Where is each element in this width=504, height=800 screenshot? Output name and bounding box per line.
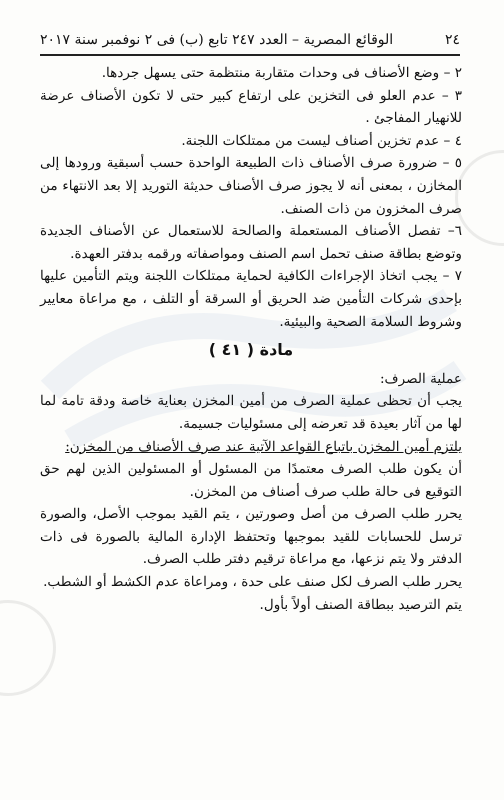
- paragraph-item-7: ٧ – يجب اتخاذ الإجراءات الكافية لحماية ممتلكات اللجنة ويتم التأمين عليها بإحدى شركات التأمين ضد الحريق أو السرقة أو التلف ، مع مراعاة معايير وشروط السلامة الصحية والبيئية.: [40, 268, 462, 330]
- header-rule: [40, 54, 460, 56]
- header-title: الوقائع المصرية – العدد ٢٤٧ تابع (ب) فى ٢ نوفمبر سنة ٢٠١٧: [40, 32, 394, 48]
- rule-item: أن يكون طلب الصرف معتمدًا من المسئول أو المسئولين الذين لهم حق التوقيع فى حالة طلب صرف أصناف من المخزن.: [40, 461, 462, 500]
- rules-heading: يلتزم أمين المخزن باتباع القواعد الآتية عند صرف الأصناف من المخزن:: [65, 438, 462, 455]
- paragraph-item-6: ٦– تفصل الأصناف المستعملة والصالحة للاستعمال عن الأصناف الجديدة وتوضع بطاقة صنف تحمل اسم الصنف ومواصفاته ورقمه بدفتر العهدة.: [40, 223, 462, 262]
- paragraph-item-2: ٢ – وضع الأصناف فى وحدات متقاربة منتظمة حتى يسهل جردها.: [101, 65, 462, 81]
- page-header: [40, 29, 460, 51]
- paragraph-item-4: ٤ – عدم تخزين أصناف ليست من ممتلكات اللجنة.: [181, 132, 462, 149]
- rule-item: يحرر طلب الصرف لكل صنف على حدة ، ومراعاة عدم الكشط أو الشطب.: [43, 574, 462, 591]
- section-label: عملية الصرف:: [379, 370, 462, 387]
- article-heading: مادة ( ٤١ ): [208, 340, 294, 360]
- rule-item: يتم الترصيد ببطاقة الصنف أولاً بأول.: [259, 596, 462, 613]
- seal-mark-right: [455, 150, 504, 246]
- section-paragraph: يجب أن تحظى عملية الصرف من أمين المخزن بعناية خاصة ودقة تامة لما لها من آثار بعيدة قد تعرضه إلى مسئوليات جسيمة.: [40, 393, 462, 432]
- page-number: ٢٤: [444, 32, 460, 48]
- rule-item: يحرر طلب الصرف من أصل وصورتين ، يتم القيد بموجب الأصل، والصورة ترسل للحسابات للقيد بموجبها وتحتفظ الإدارة المالية بالصورة فى ذات الدفتر ولا يتم نزعها، مع مراعاة ترقيم دفتر طلب الصرف.: [40, 506, 462, 568]
- paragraph-item-3: ٣ – عدم العلو فى التخزين على ارتفاع كبير حتى لا تكون الأصناف عرضة للانهيار المفاجئ .: [40, 87, 462, 127]
- paragraph-item-5: ٥ – ضرورة صرف الأصناف ذات الطبيعة الواحدة حسب أسبقية ورودها إلى المخازن ، بمعنى أنه لا يجوز صرف الأصناف حديثة التوريد إلا بعد الانتهاء من صرف المخزون من ذات الصنف.: [40, 155, 462, 217]
- document-body: [40, 62, 462, 616]
